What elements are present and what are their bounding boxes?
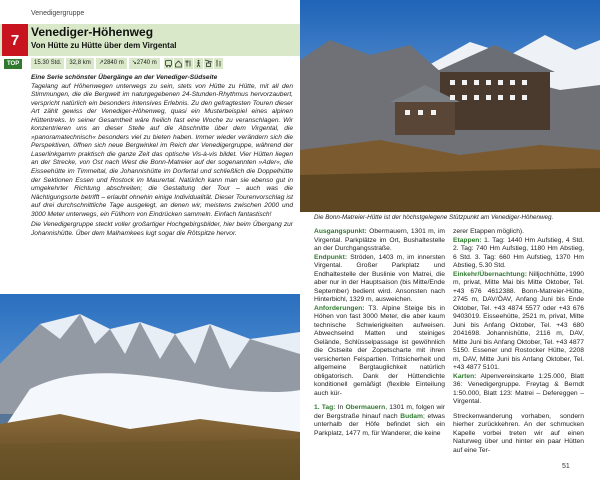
hut-icon	[174, 58, 183, 69]
tour-title: Venediger-Höhenweg	[31, 25, 154, 39]
stat-distance: 32,8 km	[66, 58, 93, 69]
stats-bar	[31, 58, 223, 69]
photo-caption-left: Die Venedigergruppe steckt voller großartiger Hochgebirgsbilder, hier beim Übergang zur Johannishütte. Über dem Malhamkees lugt sogar die Rötspitze hervor.	[31, 221, 293, 237]
cablecar-icon	[204, 58, 213, 69]
text-etappen-intro: zerer Etappen möglich).	[453, 228, 524, 235]
page-number: 51	[562, 463, 570, 470]
tour-subtitle: Von Hütte zu Hütte über dem Virgental	[31, 41, 177, 50]
text-ausgangspunkt: Obermauern, 1301 m, im Virgental. Parkplätze im Ort, Bushaltestelle an der Durchgangsstraße.	[314, 228, 446, 252]
top-badge: TOP	[4, 59, 22, 69]
label-etappen: Etappen:	[453, 236, 482, 244]
place-budam: Budam	[400, 412, 423, 420]
info-column-right	[453, 228, 584, 455]
hut-photo	[300, 0, 600, 212]
region-label: Venedigergruppe	[31, 10, 85, 17]
label-tag1: 1. Tag:	[314, 404, 336, 411]
text-continuation: Streckenwanderung vorhaben, sondern hierher zurückkehren. An der schmucken Kapelle vorbei treten wir auf einen Naturweg über und hinter ein paar Hütten auf eine Ter-	[453, 412, 584, 454]
text-etappen: 1. Tag: 1440 Hm Aufstieg, 4 Std. 2. Tag: 740 Hm Aufstieg, 1180 Hm Abstieg, 6 Std. 3. Tag: 660 Hm Aufstieg, 1370 Hm Abstieg, 5.30 Std.	[453, 236, 585, 269]
text-endpunkt: Ströden, 1403 m, im innersten Virgental. Großer Parkplatz und Endhaltestelle der Buslinie von Matrei, die aber nur in der Hauptsaison (bis Mitte/Ende September) bedient wird. Ansonsten nach Hinterbichl, 1329 m, ausweichen.	[314, 253, 445, 303]
hiker-icon	[194, 58, 203, 69]
intro-lead: Eine Serie schönster Übergänge an der Venediger-Südseite	[31, 74, 218, 81]
intro-body: Tagelang auf Höhenwegen unterwegs zu sein, stets von Hütte zu Hütte, mit all den Stimmungen, die die Bergwelt im naturgegebenen 24-Stunden-Rhythmus hervorzaubert, verspricht natürlich ein besonders intensives Erlebnis. Zu den gefragtesten Touren dieser Art zählt gewiss der Venediger-Höhenweg, quasi ein Musterbeispiel eines alpinen Hüttentreks. In seiner Gesamtheit wäre freilich fast eine Woche zu veranschlagen. Wir konzentrieren uns an dieser Stelle auf die Abschnitte über dem Virgental, die »panoramatechnisch« besonders viel zu bieten haben. Immer wieder verändern sich die Perspektiven, öffnen sich neue Bergwinkel im Reich der Venedigergruppe, während der Laserlinkgamm praktisch die ganze Zeit das optische Vis-à-vis bildet. Vier Hütten liegen an der Strecke, von Ost nach West die Bonn-Matreier auf der sogenannten »Ader«, die Eisseehütte im Timmeltal, die Johannishütte im Dorfertal und schließlich die Doppelhütte der Sektionen Essen und Rostock im Maurertal. Natürlich kann man sie ebenso gut in umgekehrter Richtung abschreiten; die Gestaltung der Tour – auch was die Nächtigungsorte betrifft – erlaubt ohnehin einige Individualität. Dieser Tourenvorschlag ist auf drei durchschnittliche Tage ausgelegt, an denen wir, meistens zwischen 2000 und 3000 Meter unterwegs, ein Füllhorn von Eindrücken sammeln. Einfach fantastisch!	[31, 82, 293, 218]
tag1-pre: In	[337, 404, 344, 411]
restaurant-icon	[184, 58, 193, 69]
label-einkehr: Einkehr/Übernachtung:	[453, 270, 527, 278]
stat-descent: ↘2740 m	[129, 58, 160, 69]
family-icon	[214, 58, 223, 69]
info-column-left: Ausgangspunkt: Obermauern, 1301 m, im Virgental. Parkplätze im Ort, Bushaltestelle an der Durchgangsstraße. Endpunkt: Ströden, 1403 m, im innersten Virgental. Großer Parkplatz und Endhaltestelle der Buslinie von Matrei, die aber nur in der Hauptsaison (bis Mitte/Ende September) bedient wird. Ansonsten nach Hinterbichl, 1329 m, ausweichen. Anforderungen: T3. Alpine Steige bis in Höhen von fast 3000 Meter, die aber kaum technische Schwierigkeiten aufweisen. Abwechselnd Matten und steiniges Gelände, Schlüsselpassage ist gewöhnlich die Ostseite der Zopetscharte mit ihren versicherten Felspartien. Trittsicherheit und allgemeine Bergtauglichkeit natürlich obligatorisch. Dank der Hüttendichte konditionell gemäßigt (flexible Einteilung auch kür- 1. Tag: In Obermauern, 1301 m, folgen wir der Bergstraße hinauf nach Budam; etwas unterhalb der Höfe befindet sich ein Parkplatz, 1477 m, für Wanderer, die keine	[314, 228, 446, 437]
intro-text	[31, 74, 293, 238]
text-einkehr: Nilljochhütte, 1990 m, privat, Mitte Mai bis Mitte Oktober, Tel. +43 676 4612388. Bonn-Matreier-Hütte, 2745 m, DAV/ÖAV, Anfang Juni bis Ende Oktober, Tel. +43 4874 5577 oder +43 676 9403019. Eisseehütte, 2521 m, privat, Mitte Juni bis Anfang Oktober, Tel. +43 680 2041698. Johannishütte, 2116 m, DAV, Mitte Juni bis Anfang Oktober, Tel. +43 4877 5150. Essener und Rostocker Hütte, 2208 m, DAV, Mitte Juni bis Anfang Oktober, Tel. +43 4877 5101.	[453, 270, 584, 371]
bus-icon	[164, 58, 173, 69]
stat-ascent: ↗2840 m	[96, 58, 127, 69]
label-endpunkt: Endpunkt:	[314, 253, 348, 261]
photo-caption-right: Die Bonn-Matreier-Hütte ist der höchstgelegene Stützpunkt am Venediger-Höhenweg.	[314, 214, 554, 221]
tour-number: 7	[2, 24, 28, 56]
glacier-photo	[0, 294, 300, 480]
stat-duration: 15.30 Std.	[31, 58, 64, 69]
text-anforderungen: T3. Alpine Steige bis in Höhen von fast 3000 Meter, die aber kaum technische Schwierigkeiten aufweisen. Abwechselnd Matten und steiniges Gelände, Schlüsselpassage ist gewöhnlich die Ostseite der Zopetscharte mit ihren versicherten Felspartien. Trittsicherheit und allgemeine Bergtauglichkeit natürlich obligatorisch. Dank der Hüttendichte konditionell gemäßigt (flexible Einteilung auch kür-	[314, 304, 445, 397]
text-karten: Alpenvereinskarte 1:25.000, Blatt 36: Venedigergruppe. Freytag & Berndt 1:50.000, Blatt 123: Matrei – Defereggen – Virgental.	[453, 372, 584, 405]
facility-icons	[164, 58, 223, 69]
tag1-text-b: etwas unterhalb der Höfe befindet sich ein Parkplatz, 1477 m, für Wanderer, die keine	[314, 412, 445, 437]
label-anforderungen: Anforderungen:	[314, 304, 365, 312]
place-obermauern: Obermauern	[345, 404, 386, 411]
right-page	[300, 0, 600, 480]
label-ausgangspunkt: Ausgangspunkt:	[314, 228, 367, 235]
tag1-text-a: 1301 m, folgen wir der Bergstraße hinauf nach	[314, 404, 446, 420]
label-karten: Karten:	[453, 372, 477, 380]
